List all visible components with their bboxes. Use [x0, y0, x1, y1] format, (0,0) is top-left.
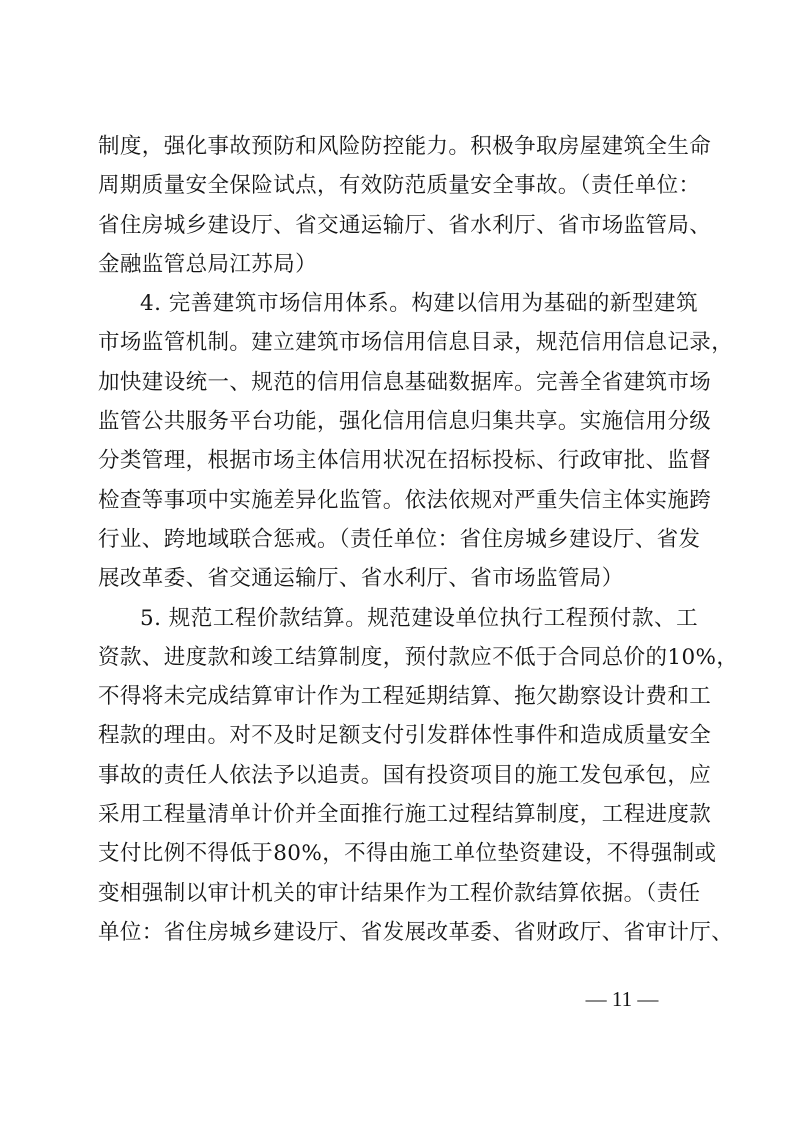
- text-line: 资款、进度款和竣工结算制度，预付款应不低于合同总价的10%，: [98, 644, 739, 670]
- text-line: 变相强制以审计机关的审计结果作为工程价款结算依据。（责任: [98, 880, 701, 906]
- page-number: — 11 —: [585, 987, 659, 1011]
- text-line: 事故的责任人依法予以追责。国有投资项目的施工发包承包，应: [98, 762, 712, 788]
- text-line: 行业、跨地域联合惩戒。（责任单位：省住房城乡建设厅、省发: [98, 526, 701, 552]
- text-line: 分类管理，根据市场主体信用状况在招标投标、行政审批、监督: [98, 448, 712, 474]
- body-text: [98, 127, 739, 952]
- text-line: 不得将未完成结算审计作为工程延期结算、拖欠勘察设计费和工: [98, 684, 712, 710]
- paragraph-4-heading-line: 4. 完善建筑市场信用体系。构建以信用为基础的新型建筑: [140, 291, 698, 317]
- text-line: 检查等事项中实施差异化监管。依法依规对严重失信主体实施跨: [98, 487, 712, 513]
- text-line: 监管公共服务平台功能，强化信用信息归集共享。实施信用分级: [98, 409, 712, 435]
- text-line: 周期质量安全保险试点，有效防范质量安全事故。（责任单位：: [98, 173, 701, 199]
- text-line: 省住房城乡建设厅、省交通运输厅、省水利厅、省市场监管局、: [98, 212, 712, 238]
- text-line: 加快建设统一、规范的信用信息基础数据库。完善全省建筑市场: [98, 369, 712, 395]
- paragraph-5-heading-line: 5. 规范工程价款结算。规范建设单位执行工程预付款、工: [140, 605, 698, 631]
- text-line: 展改革委、省交通运输厅、省水利厅、省市场监管局）: [98, 566, 624, 592]
- text-line: 支付比例不得低于80%，不得由施工单位垫资建设，不得强制或: [98, 841, 717, 867]
- text-line: 市场监管机制。建立建筑市场信用信息目录，规范信用信息记录，: [98, 330, 734, 356]
- text-line: 制度，强化事故预防和风险防控能力。积极争取房屋建筑全生命: [98, 134, 712, 159]
- text-line: 单位：省住房城乡建设厅、省发展改革委、省财政厅、省审计厅、: [98, 919, 734, 945]
- text-line: 程款的理由。对不及时足额支付引发群体性事件和造成质量安全: [98, 723, 712, 749]
- text-line: 金融监管总局江苏局）: [98, 251, 318, 277]
- text-line: 采用工程量清单计价并全面推行施工过程结算制度，工程进度款: [98, 802, 712, 828]
